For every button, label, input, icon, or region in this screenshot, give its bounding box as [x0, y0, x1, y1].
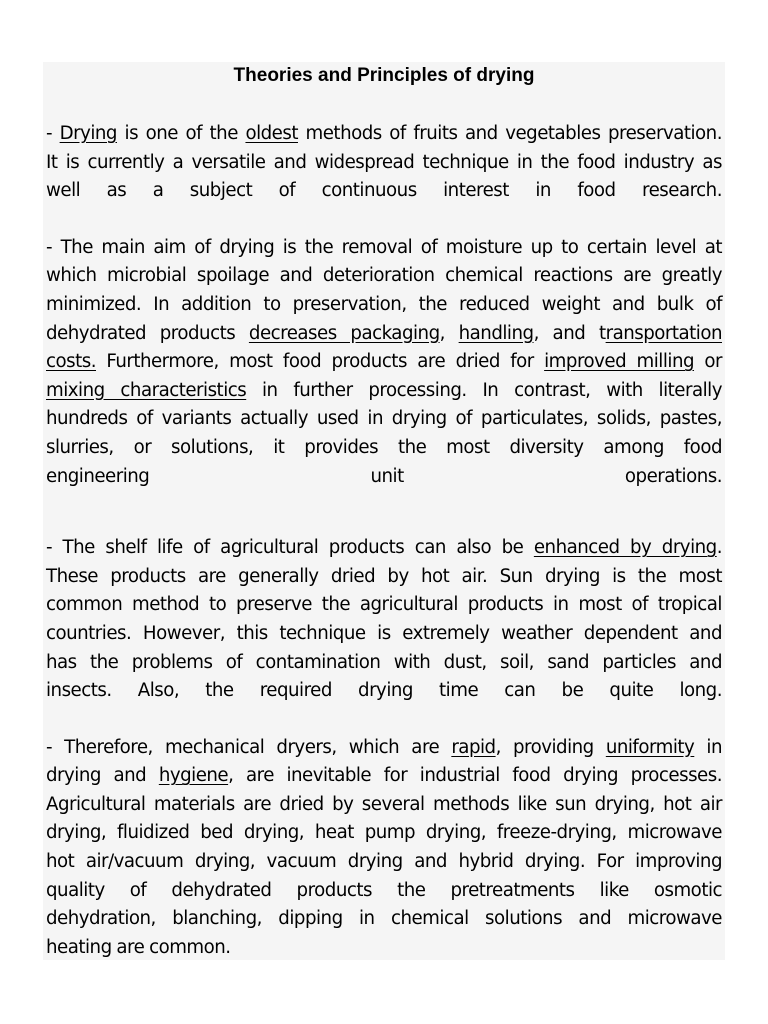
text-run: - The shelf life of agricultural products can also be: [46, 537, 534, 559]
text-run: minimized. In addition to preservation, the reduced weight and bulk of: [46, 293, 722, 315]
text-run: -: [46, 123, 60, 144]
text-line: [46, 405, 722, 434]
underlined-text: decreases packaging: [248, 322, 440, 344]
text-line: [46, 149, 722, 178]
text-run: hundreds of variants actually used in drying of particulates, solids, pastes,: [46, 408, 722, 430]
text-line: [46, 620, 722, 649]
text-run: It is currently a versatile and widespread technique in the food industry as: [46, 151, 722, 173]
text-line: [46, 234, 722, 263]
text-line: [46, 734, 722, 763]
underlined-text: mixing characteristics: [46, 379, 247, 401]
text-line: [46, 120, 722, 149]
paragraph-shelf-life: [46, 534, 722, 706]
text-run: drying and: [46, 765, 159, 787]
text-run: , providing: [495, 736, 606, 758]
text-run: ,: [439, 322, 459, 344]
paragraph-drying-aim: [46, 234, 722, 491]
text-line: [46, 320, 722, 349]
text-run: in further processing. In contrast, with literally: [246, 379, 722, 401]
underlined-text: rapid: [451, 736, 496, 758]
text-run: - Therefore, mechanical dryers, which are: [46, 736, 452, 758]
underlined-text: oldest: [245, 123, 298, 144]
text-line: [46, 563, 722, 592]
text-line: [46, 377, 722, 406]
text-line: [46, 877, 722, 906]
text-line: [46, 262, 722, 291]
text-run: Furthermore, most food products are dried for: [96, 351, 545, 373]
document-page: [43, 62, 725, 960]
text-run: hot air/vacuum drying, vacuum drying and hybrid drying. For improving: [46, 851, 722, 873]
underlined-text: hygiene: [158, 765, 229, 787]
text-run: countries. However, this technique is extremely weather dependent and: [46, 622, 722, 644]
text-run: insects. Also, the required drying time can be quite long.: [46, 680, 722, 702]
text-run: well as a subject of continuous interest in food research.: [46, 180, 722, 202]
text-line: [46, 534, 722, 563]
text-line: [46, 177, 722, 206]
text-run: is one of the: [116, 123, 246, 144]
underlined-text: handling: [458, 322, 534, 344]
underlined-text: Drying: [59, 123, 117, 144]
text-run: Agricultural materials are dried by several methods like sun drying, hot air: [46, 793, 722, 815]
underlined-text: ransportation: [605, 322, 722, 344]
paragraph-drying-intro: [46, 120, 722, 206]
underlined-text: uniformity: [605, 736, 695, 758]
text-run: or: [694, 351, 722, 373]
text-line: [46, 934, 722, 963]
text-line: [46, 848, 722, 877]
text-run: - The main aim of drying is the removal of moisture up to certain level at: [46, 236, 722, 258]
document-title: Theories and Principles of drying: [233, 65, 535, 86]
text-line: [46, 677, 722, 706]
text-run: , and t: [533, 322, 606, 344]
text-run: .: [716, 537, 722, 559]
text-run: methods of fruits and vegetables preservation.: [297, 123, 722, 144]
text-run: dehydrated products: [46, 322, 249, 344]
text-run: quality of dehydrated products the pretreatments like osmotic: [46, 879, 722, 901]
text-run: slurries, or solutions, it provides the most diversity among food: [46, 436, 722, 458]
text-line: [46, 463, 722, 492]
text-line: [46, 762, 722, 791]
text-line: [46, 348, 722, 377]
text-line: [46, 819, 722, 848]
underlined-text: costs.: [46, 351, 96, 373]
underlined-text: enhanced by drying: [533, 537, 717, 559]
text-run: has the problems of contamination with dust, soil, sand particles and: [46, 651, 722, 673]
text-line: [46, 434, 722, 463]
text-run: These products are generally dried by hot air. Sun drying is the most: [46, 565, 722, 587]
text-run: , are inevitable for industrial food drying processes.: [228, 765, 722, 787]
text-run: drying, fluidized bed drying, heat pump drying, freeze-drying, microwave: [46, 822, 722, 844]
text-run: dehydration, blanching, dipping in chemical solutions and microwave: [46, 908, 722, 930]
text-line: [46, 791, 722, 820]
text-run: which microbial spoilage and deterioration chemical reactions are greatly: [46, 265, 722, 287]
text-run: in: [694, 736, 722, 758]
paragraph-mechanical-dryers: [46, 734, 722, 963]
text-line: [46, 905, 722, 934]
text-line: [46, 591, 722, 620]
text-line: [46, 291, 722, 320]
underlined-text: improved milling: [544, 351, 695, 373]
text-line: [46, 649, 722, 678]
text-run: heating are common.: [46, 936, 231, 958]
text-run: engineering unit operations.: [46, 465, 722, 487]
text-run: common method to preserve the agricultural products in most of tropical: [46, 594, 722, 616]
